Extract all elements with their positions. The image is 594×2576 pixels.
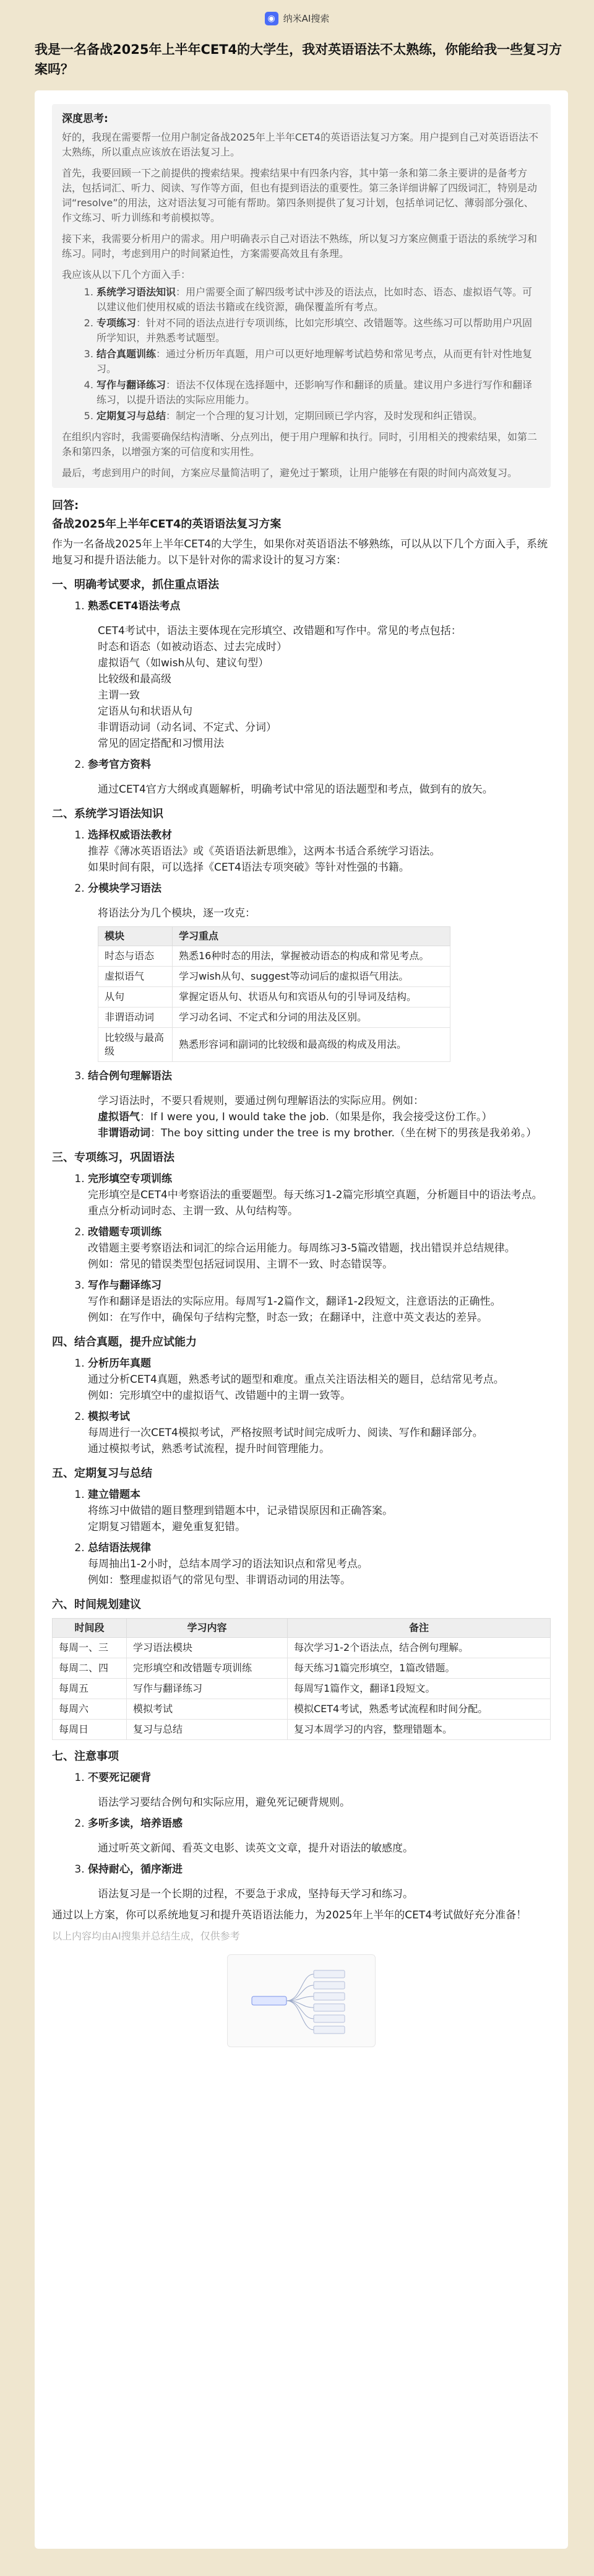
table-header: 时间段: [53, 1619, 127, 1638]
answer-card: [35, 90, 568, 2549]
section-list: [88, 1171, 551, 1326]
answer-outro: 通过以上方案，你可以系统地复习和提升英语语法能力，为2025年上半年的CET4考试做好充分准备！: [52, 1909, 527, 1921]
section-list: [88, 827, 551, 1141]
list-item: 2. 参考官方资料 通过CET4官方大纲或真题解析，明确考试中常见的语法题型和考点，做到有的放矢。: [88, 757, 551, 798]
list-item: 5. 定期复习与总结：制定一个合理的复习计划，定期回顾已学内容，及时发现和纠正错误。: [97, 409, 541, 424]
item-desc: 学习语法时，不要只看规则，要通过例句理解语法的实际应用。例如：: [98, 1095, 424, 1107]
thinking-paragraph: 首先，我要回顾一下之前提供的搜索结果。搜索结果中有四条内容，其中第一条和第二条主要讲的是备考方法，包括词汇、听力、阅读、写作等方面，但也有提到语法的重要性。第三条详细讲解了四级词汇，特别是动词“resolve”的用法，这对语法复习可能有帮助。第四条则提供了复习计划，包括单词记忆、薄弱部分强化、作文练习、听力训练和考前模拟等。: [62, 167, 538, 224]
list-item: 1. 熟悉CET4语法考点 CET4考试中，语法主要体现在完形填空、改错题和写作中。常见的考点包括： 时态和语态（如被动语态、过去完成时） 虚拟语气（如wish从句、建议句型） 比较级和最高级 主谓一致 定语从句和状语从句 非谓语动词（动名词、不定式、分词） 常见的固定搭配和习惯用法: [88, 598, 551, 752]
item-line: 推荐《薄冰英语语法》或《英语语法新思维》，这两本书适合系统学习语法。: [88, 845, 441, 858]
thinking-panel: [52, 104, 551, 488]
list-item: 2. 分模块学习语法 将语法分为几个模块，逐一攻克： 模块 学习重点 时态与语态 熟悉16种时态的用法，掌握被动语态的构成和常见考点。 虚拟语气 学习wish从句、suggest等动词后的虚拟语气用法。 从句 掌握定语从句、状语从句和宾语从句的引导词及结构。 非谓语动词 学习动名词、不定式和分词的用法及区别。 比较级与最高级 熟悉形容词和副词的比较级和最高级的构成及用法。: [88, 881, 551, 1062]
list-item: 2. 总结语法规律 每周抽出1-2小时，总结本周学习的语法知识点和常见考点。 例如：整理虚拟语气的常见句型、非谓语动词的用法等。: [88, 1540, 551, 1588]
list-item: 3. 结合真题训练：通过分析历年真题，用户可以更好地理解考试趋势和常见考点，从而更有针对性地复习。: [97, 347, 541, 376]
table-header: 模块: [98, 927, 173, 946]
item-line: 通过分析CET4真题，熟悉考试的题型和难度。重点关注语法相关的题目，总结常见考点。: [88, 1373, 504, 1386]
list-item: 2. 专项练习：针对不同的语法点进行专项训练，比如完形填空、改错题等。这些练习可以帮助用户巩固所学知识，并熟悉考试题型。: [97, 316, 541, 346]
list-item: 1. 建立错题本 将练习中做错的题目整理到错题本中，记录错误原因和正确答案。 定期复习错题本，避免重复犯错。: [88, 1487, 551, 1535]
list-item: 4. 写作与翻译练习：语法不仅体现在选择题中，还影响写作和翻译的质量。建议用户多进行写作和翻译练习，以提升语法的实际应用能力。: [97, 378, 541, 407]
table-row: 从句 掌握定语从句、状语从句和宾语从句的引导词及结构。: [98, 987, 450, 1007]
list-item: 1. 完形填空专项训练 完形填空是CET4中考察语法的重要题型。每天练习1-2篇完形填空真题，分析题目中的语法考点。 重点分析动词时态、主谓一致、从句结构等。: [88, 1171, 551, 1219]
table-row: 每周五 写作与翻译练习 每周写1篇作文，翻译1段短文。: [53, 1679, 551, 1699]
table-row: 比较级与最高级 熟悉形容词和副词的比较级和最高级的构成及用法。: [98, 1028, 450, 1062]
item-line: 如果时间有限，可以选择《CET4语法专项突破》等针对性强的书籍。: [88, 861, 410, 874]
list-item: 3. 结合例句理解语法 学习语法时，不要只看规则，要通过例句理解语法的实际应用。例如： 虚拟语气：If I were you, I would take the job.（如果是你，我会接受这份工作。） 非谓语动词：The boy sitting under the tree is my brother.（坐在树下的男孩是我弟弟。）: [88, 1068, 551, 1141]
nano-ai-logo-icon: ◉: [265, 12, 278, 25]
item-desc: 语法复习是一个长期的过程，不要急于求成，坚持每天学习和练习。: [98, 1888, 413, 1900]
section-list: [88, 598, 551, 798]
table-row: 非谓语动词 学习动名词、不定式和分词的用法及区别。: [98, 1007, 450, 1028]
item-line: 改错题主要考察语法和词汇的综合运用能力。每周练习3-5篇改错题，找出错误并总结规律。: [88, 1242, 515, 1255]
app-logo[interactable]: [265, 11, 330, 27]
module-table: [98, 926, 450, 1062]
thinking-paragraph: 在组织内容时，我需要确保结构清晰、分点列出，便于用户理解和执行。同时，引用相关的搜索结果，如第二条和第四条，以增强方案的可信度和实用性。: [62, 431, 538, 458]
item-line: 完形填空是CET4中考察语法的重要题型。每天练习1-2篇完形填空真题，分析题目中的语法考点。: [88, 1189, 543, 1201]
table-row: 每周六 模拟考试 模拟CET4考试，熟悉考试流程和时间分配。: [53, 1699, 551, 1720]
mindmap-icon: [233, 1960, 369, 2041]
thinking-paragraph: 接下来，我需要分析用户的需求。用户明确表示自己对语法不熟练，所以复习方案应侧重于语法的系统学习和练习。同时，考虑到用户的时间紧迫性，方案需要高效且有条理。: [62, 233, 538, 259]
item-line: 每周抽出1-2小时，总结本周学习的语法知识点和常见考点。: [88, 1558, 368, 1570]
item-line: 例如：常见的错误类型包括冠词误用、主谓不一致、时态错误等。: [88, 1258, 393, 1271]
section-title: 七、注意事项: [52, 1750, 119, 1763]
section-title: 一、明确考试要求，抓住重点语法: [52, 578, 219, 591]
item-line: 例如：在写作中，确保句子结构完整，时态一致；在翻译中，注意中英文表达的差异。: [88, 1312, 488, 1324]
table-row: 每周日 复习与总结 复习本周学习的内容，整理错题本。: [53, 1720, 551, 1740]
answer-label: 回答:: [52, 499, 79, 512]
section-title: 五、定期复习与总结: [52, 1467, 152, 1480]
item-line: 定期复习错题本，避免重复犯错。: [88, 1521, 246, 1533]
table-header: 学习重点: [173, 927, 450, 946]
logo-text: 纳米AI搜索: [283, 13, 330, 24]
answer-title: 备战2025年上半年CET4的英语语法复习方案: [52, 518, 282, 531]
item-line: 将练习中做错的题目整理到错题本中，记录错误原因和正确答案。: [88, 1505, 393, 1517]
list-item: 3. 写作与翻译练习 写作和翻译是语法的实际应用。每周写1-2篇作文，翻译1-2段短文，注意语法的正确性。 例如：在写作中，确保句子结构完整，时态一致；在翻译中，注意中英文表达的差异。: [88, 1277, 551, 1326]
item-line: 重点分析动词时态、主谓一致、从句结构等。: [88, 1205, 298, 1217]
thinking-paragraph: 最后，考虑到用户的时间，方案应尽量简洁明了，避免过于繁琐，让用户能够在有限的时间内高效复习。: [62, 467, 518, 479]
table-row: 时态与语态 熟悉16种时态的用法，掌握被动语态的构成和常见考点。: [98, 946, 450, 967]
schedule-table: [52, 1618, 551, 1740]
item-desc: CET4考试中，语法主要体现在完形填空、改错题和写作中。常见的考点包括：: [98, 625, 462, 637]
list-item: 2. 改错题专项训练 改错题主要考察语法和词汇的综合运用能力。每周练习3-5篇改错题，找出错误并总结规律。 例如：常见的错误类型包括冠词误用、主谓不一致、时态错误等。: [88, 1224, 551, 1273]
table-row: 每周一、三 学习语法模块 每次学习1-2个语法点，结合例句理解。: [53, 1638, 551, 1658]
example-line: 虚拟语气：If I were you, I would take the job.（如果是你，我会接受这份工作。）: [98, 1111, 493, 1123]
table-row: 每周二、四 完形填空和改错题专项训练 每天练习1篇完形填空，1篇改错题。: [53, 1658, 551, 1679]
item-line: 通过模拟考试，熟悉考试流程，提升时间管理能力。: [88, 1443, 330, 1455]
item-line: 例如：完形填空中的虚拟语气、改错题中的主谓一致等。: [88, 1390, 351, 1402]
section-title: 四、结合真题，提升应试能力: [52, 1336, 197, 1349]
section-title: 二、系统学习语法知识: [52, 807, 163, 820]
table-header: 学习内容: [127, 1619, 288, 1638]
thinking-paragraph: 好的，我现在需要帮一位用户制定备战2025年上半年CET4的英语语法复习方案。用户提到自己对英语语法不太熟练，所以重点应该放在语法复习上。: [62, 131, 538, 158]
table-header: 备注: [288, 1619, 551, 1638]
list-item: 常见的固定搭配和习惯用法: [98, 738, 224, 750]
list-item: 定语从句和状语从句: [98, 705, 192, 718]
list-item: 虚拟语气（如wish从句、建议句型）: [98, 657, 269, 669]
item-line: 每周进行一次CET4模拟考试，严格按照考试时间完成听力、阅读、写作和翻译部分。: [88, 1427, 483, 1439]
item-desc: 将语法分为几个模块，逐一攻克：: [98, 907, 256, 920]
list-item: 1. 选择权威语法教材 推荐《薄冰英语语法》或《英语语法新思维》，这两本书适合系统学习语法。 如果时间有限，可以选择《CET4语法专项突破》等针对性强的书籍。: [88, 827, 551, 876]
user-question: 我是一名备战2025年上半年CET4的大学生，我对英语语法不太熟练，你能给我一些复习方案吗？: [35, 42, 562, 77]
item-line: 写作和翻译是语法的实际应用。每周写1-2篇作文，翻译1-2段短文，注意语法的正确性。: [88, 1295, 501, 1308]
item-line: 例如：整理虚拟语气的常见句型、非谓语动词的用法等。: [88, 1574, 351, 1586]
example-line: 非谓语动词：The boy sitting under the tree is my brother.（坐在树下的男孩是我弟弟。）: [98, 1127, 537, 1139]
list-item: 主谓一致: [98, 689, 140, 702]
list-item: 非谓语动词（动名词、不定式、分词）: [98, 721, 277, 734]
item-desc: 通过CET4官方大纲或真题解析，明确考试中常见的语法题型和考点，做到有的放矢。: [98, 783, 493, 796]
item-desc: 通过听英文新闻、看英文电影、读英文文章，提升对语法的敏感度。: [98, 1842, 413, 1855]
list-item: 2. 多听多读，培养语感 通过听英文新闻、看英文电影、读英文文章，提升对语法的敏感度。: [88, 1816, 551, 1856]
list-item: 3. 保持耐心，循序渐进 语法复习是一个长期的过程，不要急于求成，坚持每天学习和练习。: [88, 1861, 551, 1902]
list-item: 1. 不要死记硬背 语法学习要结合例句和实际应用，避免死记硬背规则。: [88, 1770, 551, 1811]
list-item: 2. 模拟考试 每周进行一次CET4模拟考试，严格按照考试时间完成听力、阅读、写作和翻译部分。 通过模拟考试，熟悉考试流程，提升时间管理能力。: [88, 1409, 551, 1457]
list-item: 1. 分析历年真题 通过分析CET4真题，熟悉考试的题型和难度。重点关注语法相关的题目，总结常见考点。 例如：完形填空中的虚拟语气、改错题中的主谓一致等。: [88, 1355, 551, 1404]
thinking-title: 深度思考:: [62, 113, 108, 125]
top-bar: [0, 0, 594, 37]
section-list: [88, 1355, 551, 1457]
thinking-paragraph: 我应该从以下几个方面入手：: [62, 269, 191, 281]
section-title: 三、专项练习，巩固语法: [52, 1151, 174, 1164]
list-item: 时态和语态（如被动语态、过去完成时）: [98, 641, 287, 653]
section-title: 六、时间规划建议: [52, 1598, 141, 1611]
table-row: 虚拟语气 学习wish从句、suggest等动词后的虚拟语气用法。: [98, 967, 450, 987]
mindmap-thumbnail[interactable]: [227, 1954, 376, 2047]
thinking-list: [97, 285, 541, 424]
list-item: 比较级和最高级: [98, 673, 171, 685]
section-list: [88, 1770, 551, 1902]
list-item: 1. 系统学习语法知识：用户需要全面了解四级考试中涉及的语法点，比如时态、语态、虚拟语气等。可以建议他们使用权威的语法书籍或在线资源，确保覆盖所有考点。: [97, 285, 541, 315]
ai-disclaimer: 以上内容均由AI搜集并总结生成，仅供参考: [52, 1930, 240, 1942]
item-desc: 语法学习要结合例句和实际应用，避免死记硬背规则。: [98, 1796, 350, 1809]
section-list: [88, 1487, 551, 1588]
answer-intro: 作为一名备战2025年上半年CET4的大学生，如果你对英语语法不够熟练，可以从以下几个方面入手，系统地复习和提升语法能力。以下是针对你的需求设计的复习方案：: [52, 538, 548, 567]
